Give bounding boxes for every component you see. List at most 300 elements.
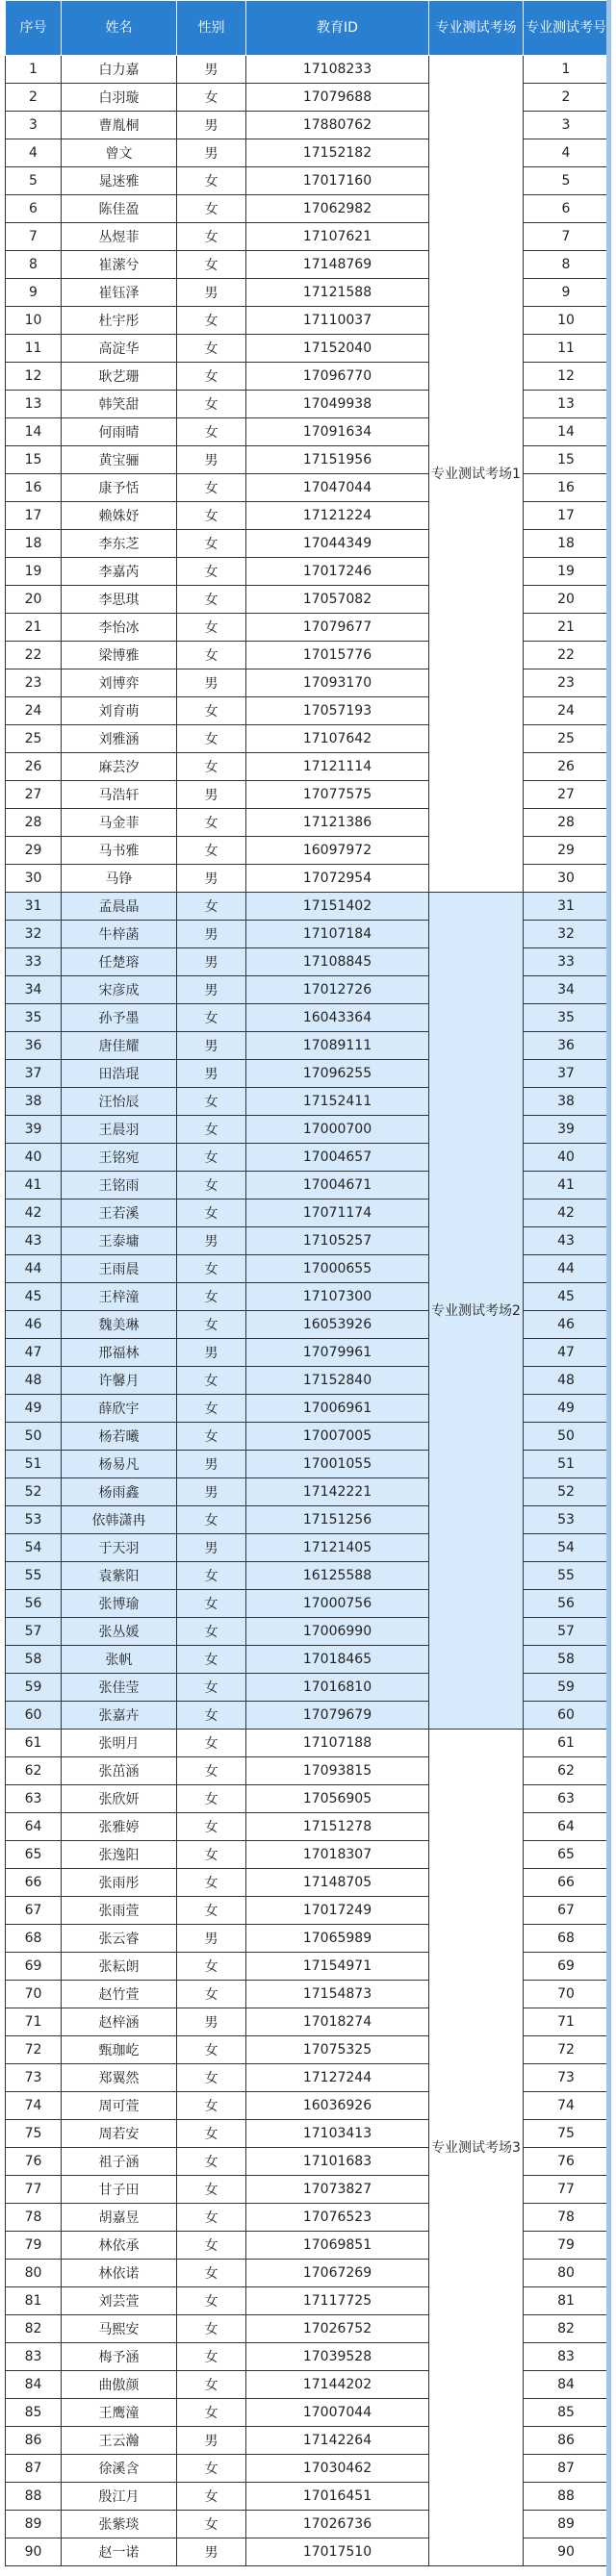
cell-no: 48 (6, 1367, 62, 1395)
cell-seat: 49 (524, 1395, 609, 1423)
cell-no: 33 (6, 948, 62, 976)
cell-seat: 11 (524, 335, 609, 363)
cell-gender: 女 (177, 2399, 246, 2427)
cell-edu-id: 17039528 (246, 2343, 429, 2371)
cell-name: 张云睿 (62, 1925, 177, 1953)
cell-no: 20 (6, 586, 62, 614)
cell-edu-id: 17103413 (246, 2120, 429, 2148)
cell-name: 牛梓菡 (62, 921, 177, 948)
cell-seat: 71 (524, 2008, 609, 2036)
cell-edu-id: 17017249 (246, 1897, 429, 1925)
cell-edu-id: 17093815 (246, 1757, 429, 1785)
cell-edu-id: 17079961 (246, 1339, 429, 1367)
cell-seat: 40 (524, 1144, 609, 1172)
cell-name: 郑翼然 (62, 2064, 177, 2092)
cell-no: 79 (6, 2232, 62, 2260)
cell-name: 陈佳盈 (62, 195, 177, 223)
cell-no: 64 (6, 1813, 62, 1841)
cell-gender: 女 (177, 614, 246, 642)
cell-gender: 女 (177, 2455, 246, 2483)
cell-no: 81 (6, 2287, 62, 2315)
cell-seat: 80 (524, 2260, 609, 2287)
cell-no: 58 (6, 1646, 62, 1674)
cell-edu-id: 17148769 (246, 251, 429, 279)
cell-seat: 2 (524, 84, 609, 112)
cell-edu-id: 17018465 (246, 1646, 429, 1674)
cell-name: 白羽璇 (62, 84, 177, 112)
cell-edu-id: 17067269 (246, 2260, 429, 2287)
cell-no: 28 (6, 809, 62, 837)
cell-seat: 64 (524, 1813, 609, 1841)
cell-gender: 女 (177, 1255, 246, 1283)
cell-gender: 男 (177, 1925, 246, 1953)
cell-name: 王梓潼 (62, 1283, 177, 1311)
cell-gender: 男 (177, 112, 246, 139)
cell-no: 90 (6, 2538, 62, 2566)
cell-gender: 女 (177, 1897, 246, 1925)
cell-gender: 女 (177, 1200, 246, 1227)
cell-seat: 25 (524, 725, 609, 753)
cell-edu-id: 17000756 (246, 1590, 429, 1618)
cell-gender: 女 (177, 2287, 246, 2315)
cell-name: 唐佳耀 (62, 1032, 177, 1060)
cell-no: 71 (6, 2008, 62, 2036)
cell-gender: 女 (177, 1144, 246, 1172)
cell-no: 15 (6, 446, 62, 474)
cell-seat: 4 (524, 139, 609, 167)
cell-no: 53 (6, 1506, 62, 1534)
cell-seat: 20 (524, 586, 609, 614)
cell-gender: 女 (177, 1730, 246, 1757)
cell-edu-id: 16053926 (246, 1311, 429, 1339)
cell-no: 32 (6, 921, 62, 948)
cell-gender: 男 (177, 1227, 246, 1255)
cell-seat: 34 (524, 976, 609, 1004)
cell-no: 3 (6, 112, 62, 139)
cell-seat: 7 (524, 223, 609, 251)
cell-gender: 女 (177, 893, 246, 921)
cell-seat: 76 (524, 2148, 609, 2176)
cell-name: 王铭雨 (62, 1172, 177, 1200)
cell-no: 8 (6, 251, 62, 279)
cell-gender: 女 (177, 2371, 246, 2399)
cell-edu-id: 17152840 (246, 1367, 429, 1395)
cell-seat: 79 (524, 2232, 609, 2260)
cell-edu-id: 17006961 (246, 1395, 429, 1423)
cell-no: 7 (6, 223, 62, 251)
cell-no: 76 (6, 2148, 62, 2176)
cell-name: 王泰墉 (62, 1227, 177, 1255)
cell-edu-id: 17047044 (246, 474, 429, 502)
cell-gender: 女 (177, 2315, 246, 2343)
cell-name: 崔潆兮 (62, 251, 177, 279)
cell-edu-id: 17121386 (246, 809, 429, 837)
cell-no: 82 (6, 2315, 62, 2343)
cell-seat: 36 (524, 1032, 609, 1060)
cell-no: 44 (6, 1255, 62, 1283)
cell-seat: 14 (524, 418, 609, 446)
cell-seat: 42 (524, 1200, 609, 1227)
cell-gender: 女 (177, 1646, 246, 1674)
cell-gender: 女 (177, 1953, 246, 1981)
cell-edu-id: 17108233 (246, 56, 429, 84)
cell-seat: 68 (524, 1925, 609, 1953)
cell-edu-id: 17144202 (246, 2371, 429, 2399)
cell-seat: 90 (524, 2538, 609, 2566)
cell-seat: 45 (524, 1283, 609, 1311)
cell-name: 甄珈屹 (62, 2036, 177, 2064)
cell-edu-id: 17105257 (246, 1227, 429, 1255)
cell-name: 周若安 (62, 2120, 177, 2148)
cell-edu-id: 17015776 (246, 642, 429, 669)
cell-edu-id: 17004657 (246, 1144, 429, 1172)
cell-name: 李怡冰 (62, 614, 177, 642)
cell-seat: 81 (524, 2287, 609, 2315)
cell-name: 张雅婷 (62, 1813, 177, 1841)
cell-name: 汪怡辰 (62, 1088, 177, 1116)
cell-no: 21 (6, 614, 62, 642)
cell-venue: 专业测试考场3 (429, 1730, 524, 2566)
cell-name: 田浩琨 (62, 1060, 177, 1088)
cell-gender: 女 (177, 1590, 246, 1618)
cell-gender: 女 (177, 2092, 246, 2120)
cell-gender: 女 (177, 502, 246, 530)
cell-name: 王雨晨 (62, 1255, 177, 1283)
cell-no: 1 (6, 56, 62, 84)
cell-name: 刘博弈 (62, 669, 177, 697)
header-edu-id: 教育ID (246, 1, 429, 56)
cell-gender: 男 (177, 2427, 246, 2455)
header-seat: 专业测试考号 (524, 1, 609, 56)
cell-gender: 男 (177, 781, 246, 809)
cell-seat: 9 (524, 279, 609, 307)
cell-no: 72 (6, 2036, 62, 2064)
cell-name: 马书雅 (62, 837, 177, 865)
cell-edu-id: 17004671 (246, 1172, 429, 1200)
cell-seat: 38 (524, 1088, 609, 1116)
cell-gender: 女 (177, 1116, 246, 1144)
cell-name: 杜宇彤 (62, 307, 177, 335)
cell-no: 59 (6, 1674, 62, 1702)
cell-edu-id: 17073827 (246, 2176, 429, 2204)
cell-edu-id: 17056905 (246, 1785, 429, 1813)
cell-seat: 16 (524, 474, 609, 502)
cell-name: 张帆 (62, 1646, 177, 1674)
cell-seat: 21 (524, 614, 609, 642)
cell-name: 马浩轩 (62, 781, 177, 809)
cell-seat: 59 (524, 1674, 609, 1702)
cell-no: 31 (6, 893, 62, 921)
exam-seating-table (5, 0, 609, 2566)
cell-gender: 女 (177, 1367, 246, 1395)
cell-no: 89 (6, 2511, 62, 2538)
cell-seat: 84 (524, 2371, 609, 2399)
cell-seat: 62 (524, 1757, 609, 1785)
cell-edu-id: 17108845 (246, 948, 429, 976)
cell-seat: 86 (524, 2427, 609, 2455)
cell-gender: 女 (177, 1562, 246, 1590)
cell-edu-id: 17096255 (246, 1060, 429, 1088)
cell-no: 5 (6, 167, 62, 195)
cell-gender: 女 (177, 418, 246, 446)
cell-no: 47 (6, 1339, 62, 1367)
cell-name: 王晨羽 (62, 1116, 177, 1144)
cell-no: 41 (6, 1172, 62, 1200)
cell-edu-id: 17091634 (246, 418, 429, 446)
cell-edu-id: 16043364 (246, 1004, 429, 1032)
cell-gender: 男 (177, 669, 246, 697)
cell-edu-id: 17154971 (246, 1953, 429, 1981)
cell-name: 张欣妍 (62, 1785, 177, 1813)
cell-no: 75 (6, 2120, 62, 2148)
cell-seat: 8 (524, 251, 609, 279)
cell-no: 78 (6, 2204, 62, 2232)
cell-edu-id: 17152040 (246, 335, 429, 363)
cell-edu-id: 17101683 (246, 2148, 429, 2176)
cell-edu-id: 17018307 (246, 1841, 429, 1869)
cell-name: 徐溪含 (62, 2455, 177, 2483)
cell-no: 6 (6, 195, 62, 223)
cell-seat: 87 (524, 2455, 609, 2483)
cell-edu-id: 16036926 (246, 2092, 429, 2120)
cell-edu-id: 17107300 (246, 1283, 429, 1311)
cell-seat: 69 (524, 1953, 609, 1981)
cell-edu-id: 17121405 (246, 1534, 429, 1562)
cell-name: 曹胤桐 (62, 112, 177, 139)
cell-name: 赵竹萱 (62, 1981, 177, 2008)
cell-name: 曲傲颜 (62, 2371, 177, 2399)
cell-name: 韩笑甜 (62, 391, 177, 418)
cell-no: 29 (6, 837, 62, 865)
cell-seat: 72 (524, 2036, 609, 2064)
cell-gender: 女 (177, 1702, 246, 1730)
cell-no: 50 (6, 1423, 62, 1451)
cell-venue: 专业测试考场2 (429, 893, 524, 1730)
cell-seat: 83 (524, 2343, 609, 2371)
cell-seat: 13 (524, 391, 609, 418)
cell-seat: 12 (524, 363, 609, 391)
cell-name: 刘芸萱 (62, 2287, 177, 2315)
cell-no: 9 (6, 279, 62, 307)
cell-name: 甘子田 (62, 2176, 177, 2204)
cell-no: 62 (6, 1757, 62, 1785)
cell-gender: 女 (177, 2260, 246, 2287)
cell-edu-id: 17152182 (246, 139, 429, 167)
cell-seat: 85 (524, 2399, 609, 2427)
cell-seat: 46 (524, 1311, 609, 1339)
cell-name: 杨雨鑫 (62, 1478, 177, 1506)
cell-seat: 30 (524, 865, 609, 893)
cell-edu-id: 17121114 (246, 753, 429, 781)
cell-edu-id: 17012726 (246, 976, 429, 1004)
cell-gender: 女 (177, 1841, 246, 1869)
cell-edu-id: 17148705 (246, 1869, 429, 1897)
cell-edu-id: 17880762 (246, 112, 429, 139)
cell-no: 43 (6, 1227, 62, 1255)
cell-name: 魏美琳 (62, 1311, 177, 1339)
page-edge-rail (606, 0, 611, 2576)
cell-seat: 60 (524, 1702, 609, 1730)
cell-no: 35 (6, 1004, 62, 1032)
cell-name: 崔钰泽 (62, 279, 177, 307)
cell-no: 11 (6, 335, 62, 363)
cell-seat: 89 (524, 2511, 609, 2538)
cell-name: 王云瀚 (62, 2427, 177, 2455)
cell-edu-id: 17079688 (246, 84, 429, 112)
cell-seat: 65 (524, 1841, 609, 1869)
cell-seat: 15 (524, 446, 609, 474)
cell-gender: 男 (177, 865, 246, 893)
cell-no: 52 (6, 1478, 62, 1506)
cell-seat: 5 (524, 167, 609, 195)
cell-name: 祖子涵 (62, 2148, 177, 2176)
cell-name: 张雨彤 (62, 1869, 177, 1897)
cell-seat: 22 (524, 642, 609, 669)
cell-no: 55 (6, 1562, 62, 1590)
cell-name: 李思琪 (62, 586, 177, 614)
cell-gender: 男 (177, 921, 246, 948)
cell-name: 梁博雅 (62, 642, 177, 669)
cell-seat: 1 (524, 56, 609, 84)
cell-seat: 29 (524, 837, 609, 865)
cell-seat: 44 (524, 1255, 609, 1283)
cell-no: 67 (6, 1897, 62, 1925)
cell-name: 张雨萱 (62, 1897, 177, 1925)
cell-name: 张嘉卉 (62, 1702, 177, 1730)
cell-seat: 74 (524, 2092, 609, 2120)
table-row (6, 1730, 609, 1757)
cell-no: 57 (6, 1618, 62, 1646)
cell-seat: 78 (524, 2204, 609, 2232)
cell-no: 88 (6, 2483, 62, 2511)
cell-name: 高淀华 (62, 335, 177, 363)
cell-edu-id: 17093170 (246, 669, 429, 697)
cell-name: 赖姝妤 (62, 502, 177, 530)
cell-gender: 男 (177, 1534, 246, 1562)
cell-no: 30 (6, 865, 62, 893)
cell-edu-id: 17000655 (246, 1255, 429, 1283)
cell-name: 林依诺 (62, 2260, 177, 2287)
table-row (6, 56, 609, 84)
cell-edu-id: 16097972 (246, 837, 429, 865)
cell-name: 耿艺珊 (62, 363, 177, 391)
header-no: 序号 (6, 1, 62, 56)
cell-name: 殷江月 (62, 2483, 177, 2511)
cell-gender: 女 (177, 2120, 246, 2148)
cell-edu-id: 17007005 (246, 1423, 429, 1451)
cell-gender: 男 (177, 2538, 246, 2566)
cell-gender: 女 (177, 1674, 246, 1702)
cell-seat: 58 (524, 1646, 609, 1674)
cell-name: 任楚瑢 (62, 948, 177, 976)
cell-seat: 56 (524, 1590, 609, 1618)
cell-seat: 52 (524, 1478, 609, 1506)
cell-gender: 女 (177, 1813, 246, 1841)
cell-no: 14 (6, 418, 62, 446)
cell-seat: 19 (524, 558, 609, 586)
cell-edu-id: 17069851 (246, 2232, 429, 2260)
cell-seat: 28 (524, 809, 609, 837)
cell-edu-id: 16125588 (246, 1562, 429, 1590)
cell-gender: 女 (177, 391, 246, 418)
cell-no: 24 (6, 697, 62, 725)
cell-edu-id: 17151402 (246, 893, 429, 921)
cell-no: 65 (6, 1841, 62, 1869)
cell-seat: 39 (524, 1116, 609, 1144)
cell-gender: 女 (177, 1311, 246, 1339)
cell-name: 李东芝 (62, 530, 177, 558)
cell-no: 83 (6, 2343, 62, 2371)
cell-gender: 女 (177, 2064, 246, 2092)
cell-seat: 55 (524, 1562, 609, 1590)
cell-seat: 66 (524, 1869, 609, 1897)
cell-name: 张佳莹 (62, 1674, 177, 1702)
cell-seat: 54 (524, 1534, 609, 1562)
cell-edu-id: 17079679 (246, 1702, 429, 1730)
table-row (6, 893, 609, 921)
cell-seat: 18 (524, 530, 609, 558)
cell-name: 黄宝骊 (62, 446, 177, 474)
cell-gender: 女 (177, 2148, 246, 2176)
cell-seat: 23 (524, 669, 609, 697)
cell-no: 2 (6, 84, 62, 112)
cell-name: 张丛媛 (62, 1618, 177, 1646)
header-venue: 专业测试考场 (429, 1, 524, 56)
cell-name: 依韩潇冉 (62, 1506, 177, 1534)
cell-no: 26 (6, 753, 62, 781)
cell-no: 49 (6, 1395, 62, 1423)
cell-no: 18 (6, 530, 62, 558)
cell-edu-id: 17001055 (246, 1451, 429, 1478)
cell-gender: 男 (177, 2008, 246, 2036)
cell-edu-id: 17142221 (246, 1478, 429, 1506)
cell-no: 56 (6, 1590, 62, 1618)
cell-name: 赵一诺 (62, 2538, 177, 2566)
cell-gender: 男 (177, 1032, 246, 1060)
cell-name: 邢福林 (62, 1339, 177, 1367)
cell-gender: 女 (177, 1004, 246, 1032)
cell-gender: 男 (177, 1451, 246, 1478)
cell-name: 张逸阳 (62, 1841, 177, 1869)
cell-name: 曾文 (62, 139, 177, 167)
cell-gender: 女 (177, 837, 246, 865)
cell-gender: 女 (177, 1785, 246, 1813)
cell-edu-id: 17107188 (246, 1730, 429, 1757)
cell-edu-id: 17071174 (246, 1200, 429, 1227)
cell-gender: 男 (177, 446, 246, 474)
cell-no: 22 (6, 642, 62, 669)
cell-gender: 女 (177, 1981, 246, 2008)
cell-edu-id: 17018274 (246, 2008, 429, 2036)
cell-gender: 男 (177, 1060, 246, 1088)
cell-seat: 82 (524, 2315, 609, 2343)
cell-edu-id: 17154873 (246, 1981, 429, 2008)
cell-edu-id: 17107642 (246, 725, 429, 753)
cell-name: 孟晨晶 (62, 893, 177, 921)
cell-gender: 女 (177, 251, 246, 279)
cell-edu-id: 17127244 (246, 2064, 429, 2092)
cell-gender: 男 (177, 279, 246, 307)
cell-seat: 70 (524, 1981, 609, 2008)
cell-no: 12 (6, 363, 62, 391)
cell-gender: 女 (177, 2204, 246, 2232)
cell-seat: 61 (524, 1730, 609, 1757)
cell-gender: 女 (177, 809, 246, 837)
cell-gender: 女 (177, 1506, 246, 1534)
cell-seat: 37 (524, 1060, 609, 1088)
cell-no: 38 (6, 1088, 62, 1116)
cell-name: 张茁涵 (62, 1757, 177, 1785)
